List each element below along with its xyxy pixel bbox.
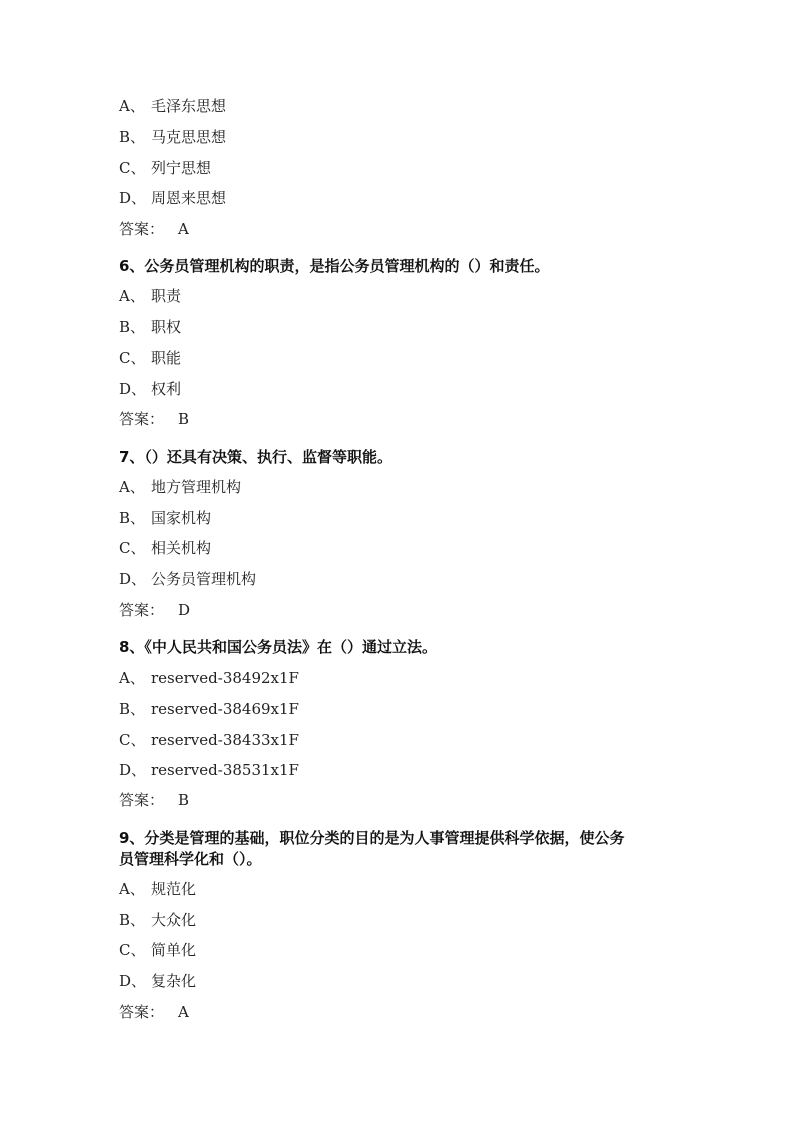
option-letter: C、 <box>119 731 146 749</box>
answer-label: 答案： <box>119 791 165 809</box>
q8-question: 8、《中人民共和国公务员法》在（）通过立法。 <box>119 638 437 656</box>
option-text: 职责 <box>151 287 182 305</box>
option-text: 大众化 <box>151 911 197 929</box>
answer-label: 答案： <box>119 410 165 428</box>
option-letter: D、 <box>119 761 147 779</box>
option-letter: B、 <box>119 128 146 146</box>
answer-value: B <box>178 410 190 428</box>
q8-option-b <box>119 699 299 719</box>
option-text: 职能 <box>151 349 182 367</box>
answer-value: D <box>178 601 191 619</box>
answer-label: 答案： <box>119 601 165 619</box>
q9-option-a <box>119 879 196 899</box>
q5-answer <box>119 219 189 239</box>
option-text: 周恩来思想 <box>151 189 227 207</box>
option-letter: D、 <box>119 972 147 990</box>
q7-option-a <box>119 477 241 497</box>
q5-option-a <box>119 96 226 116</box>
q6-option-d <box>119 379 181 399</box>
option-text: 公务员管理机构 <box>151 570 257 588</box>
option-text: 地方管理机构 <box>151 478 242 496</box>
option-text: 毛泽东思想 <box>151 97 227 115</box>
q7-option-c <box>119 538 211 558</box>
option-text: 简单化 <box>151 941 197 959</box>
q7-option-d <box>119 569 256 589</box>
option-letter: B、 <box>119 911 146 929</box>
q6-answer <box>119 409 189 429</box>
option-letter: D、 <box>119 380 147 398</box>
option-text: reserved-38531x1F <box>151 761 299 779</box>
option-letter: A、 <box>119 478 145 496</box>
option-letter: C、 <box>119 159 146 177</box>
q6-question: 6、公务员管理机构的职责，是指公务员管理机构的（）和责任。 <box>119 257 550 275</box>
q8-answer <box>119 790 189 810</box>
option-text: 职权 <box>151 318 182 336</box>
q8-option-c <box>119 730 299 750</box>
option-text: 相关机构 <box>151 539 212 557</box>
option-text: 规范化 <box>151 880 197 898</box>
q5-option-b <box>119 127 226 147</box>
q7-answer <box>119 600 190 620</box>
q9-question-line2: 员管理科学化和（）。 <box>119 850 262 868</box>
option-text: 马克思思想 <box>151 128 227 146</box>
option-letter: A、 <box>119 880 145 898</box>
answer-label: 答案： <box>119 1003 165 1021</box>
answer-value: A <box>178 220 189 238</box>
q5-option-d <box>119 188 226 208</box>
option-letter: B、 <box>119 509 146 527</box>
option-text: reserved-38433x1F <box>151 731 299 749</box>
option-text: reserved-38469x1F <box>151 700 299 718</box>
q9-option-d <box>119 971 196 991</box>
q5-option-c <box>119 158 211 178</box>
option-letter: B、 <box>119 318 146 336</box>
option-text: 复杂化 <box>151 972 197 990</box>
answer-value: A <box>178 1003 189 1021</box>
option-letter: B、 <box>119 700 146 718</box>
q9-answer <box>119 1002 189 1022</box>
option-letter: C、 <box>119 349 146 367</box>
q8-option-d <box>119 760 299 780</box>
answer-value: B <box>178 791 190 809</box>
answer-label: 答案： <box>119 220 165 238</box>
option-letter: A、 <box>119 287 145 305</box>
q9-question-line1: 9、分类是管理的基础，职位分类的目的是为人事管理提供科学依据，使公务 <box>119 829 625 847</box>
option-letter: C、 <box>119 941 146 959</box>
q8-option-a <box>119 668 299 688</box>
option-letter: D、 <box>119 570 147 588</box>
option-letter: A、 <box>119 97 145 115</box>
q6-option-a <box>119 286 181 306</box>
q7-option-b <box>119 508 211 528</box>
option-letter: C、 <box>119 539 146 557</box>
option-text: 列宁思想 <box>151 159 212 177</box>
q7-question: 7、（）还具有决策、执行、监督等职能。 <box>119 448 392 466</box>
q9-option-c <box>119 940 196 960</box>
q6-option-c <box>119 348 181 368</box>
option-text: 国家机构 <box>151 509 212 527</box>
option-text: reserved-38492x1F <box>151 669 299 687</box>
q6-option-b <box>119 317 181 337</box>
option-text: 权利 <box>151 380 182 398</box>
option-letter: A、 <box>119 669 145 687</box>
q9-option-b <box>119 910 196 930</box>
option-letter: D、 <box>119 189 147 207</box>
